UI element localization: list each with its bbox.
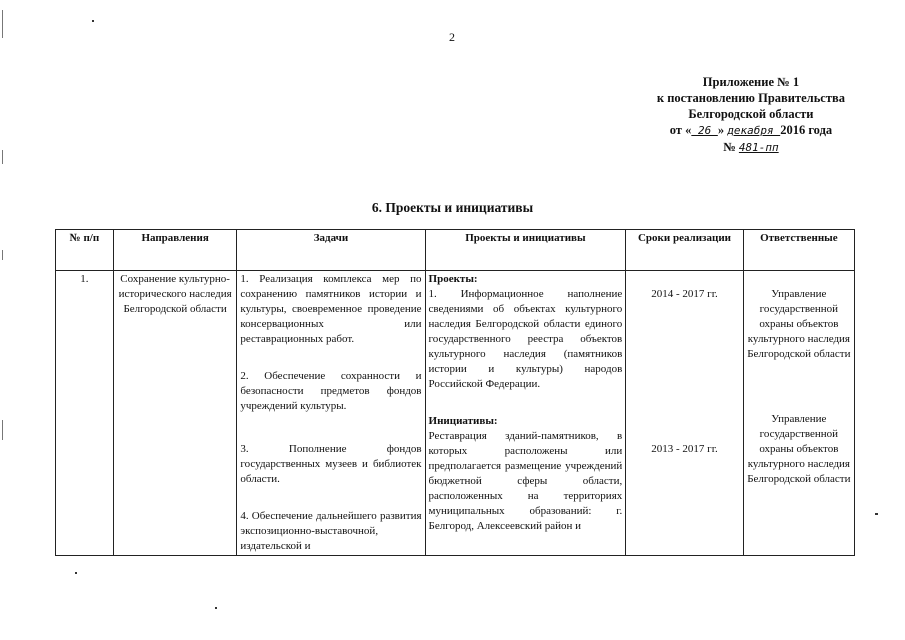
- term-initiatives: 2013 - 2017 гг.: [651, 443, 718, 455]
- date-month: декабря: [727, 124, 781, 137]
- page-number: 2: [449, 30, 455, 44]
- row-projects: [425, 271, 626, 556]
- annex-line-decree: к постановлению Правительства: [656, 91, 845, 105]
- header-responsible: Ответственные: [743, 230, 854, 271]
- initiatives-text: Реставрация зданий-памятников, в которых расположены или предполагается размещение учреждений бюджетной сферы области, расположенных на территориях муниципальных образований: г. Белгород, Алексеевский район и: [428, 430, 623, 532]
- header-number: № п/п: [56, 230, 114, 271]
- header-projects: Проекты и инициативы: [425, 230, 626, 271]
- scan-speck: [215, 607, 217, 609]
- scan-mark: [2, 420, 3, 440]
- decree-number: 481-пп: [738, 141, 779, 154]
- row-direction: Сохранение культурно-исторического наследия Белгородской области: [113, 271, 237, 556]
- header-terms: Сроки реализации: [626, 230, 743, 271]
- initiatives-heading: Инициативы:: [428, 415, 498, 427]
- scan-speck: [75, 572, 77, 574]
- projects-text: 1. Информационное наполнение сведениями об объектах культурного наследия Белгородской области единого государственного реестра объектов культурного наследия (памятников истории и культуры) народов Российской Федерации.: [428, 288, 623, 390]
- term-projects: 2014 - 2017 гг.: [651, 288, 718, 300]
- projects-heading: Проекты:: [428, 273, 478, 285]
- row-responsible: [743, 271, 854, 556]
- scan-speck: [875, 513, 878, 515]
- row-terms: [626, 271, 743, 556]
- responsible-projects: Управление государственной охраны объектов культурного наследия Белгородской области: [747, 288, 851, 360]
- task-2: 2. Обеспечение сохранности и безопасности предметов фондов учреждений культуры.: [240, 370, 422, 412]
- scan-mark: [2, 150, 3, 164]
- task-1: 1. Реализация комплекса мер по сохранению памятников истории и культуры, своевременное проведение консервационных или реставрационных работ.: [240, 273, 422, 345]
- annex-line-region: Белгородской области: [688, 107, 814, 121]
- table-row: [56, 271, 855, 556]
- section-title: 6. Проекты и инициативы: [371, 200, 534, 215]
- scan-speck: [92, 20, 94, 22]
- row-tasks: [237, 271, 425, 556]
- row-number: 1.: [56, 271, 114, 556]
- task-4: 4. Обеспечение дальнейшего развития экспозиционно-выставочной, издательской и: [240, 510, 422, 552]
- annex-title: Приложение № 1: [702, 75, 800, 89]
- date-day: 26: [691, 124, 718, 137]
- annex-date: от « 26 » декабря 2016 года: [669, 123, 833, 137]
- task-3: 3. Пополнение фондов государственных музеев и библиотек области.: [240, 443, 422, 485]
- annex-number: № 481-пп: [723, 140, 779, 154]
- annex-header: [657, 74, 845, 156]
- scan-mark: [2, 250, 3, 260]
- responsible-initiatives: Управление государственной охраны объектов культурного наследия Белгородской области: [747, 413, 851, 485]
- table-header-row: [56, 230, 855, 271]
- projects-table: [55, 229, 855, 556]
- header-tasks: Задачи: [237, 230, 425, 271]
- header-directions: Направления: [113, 230, 237, 271]
- scan-mark: [2, 10, 3, 38]
